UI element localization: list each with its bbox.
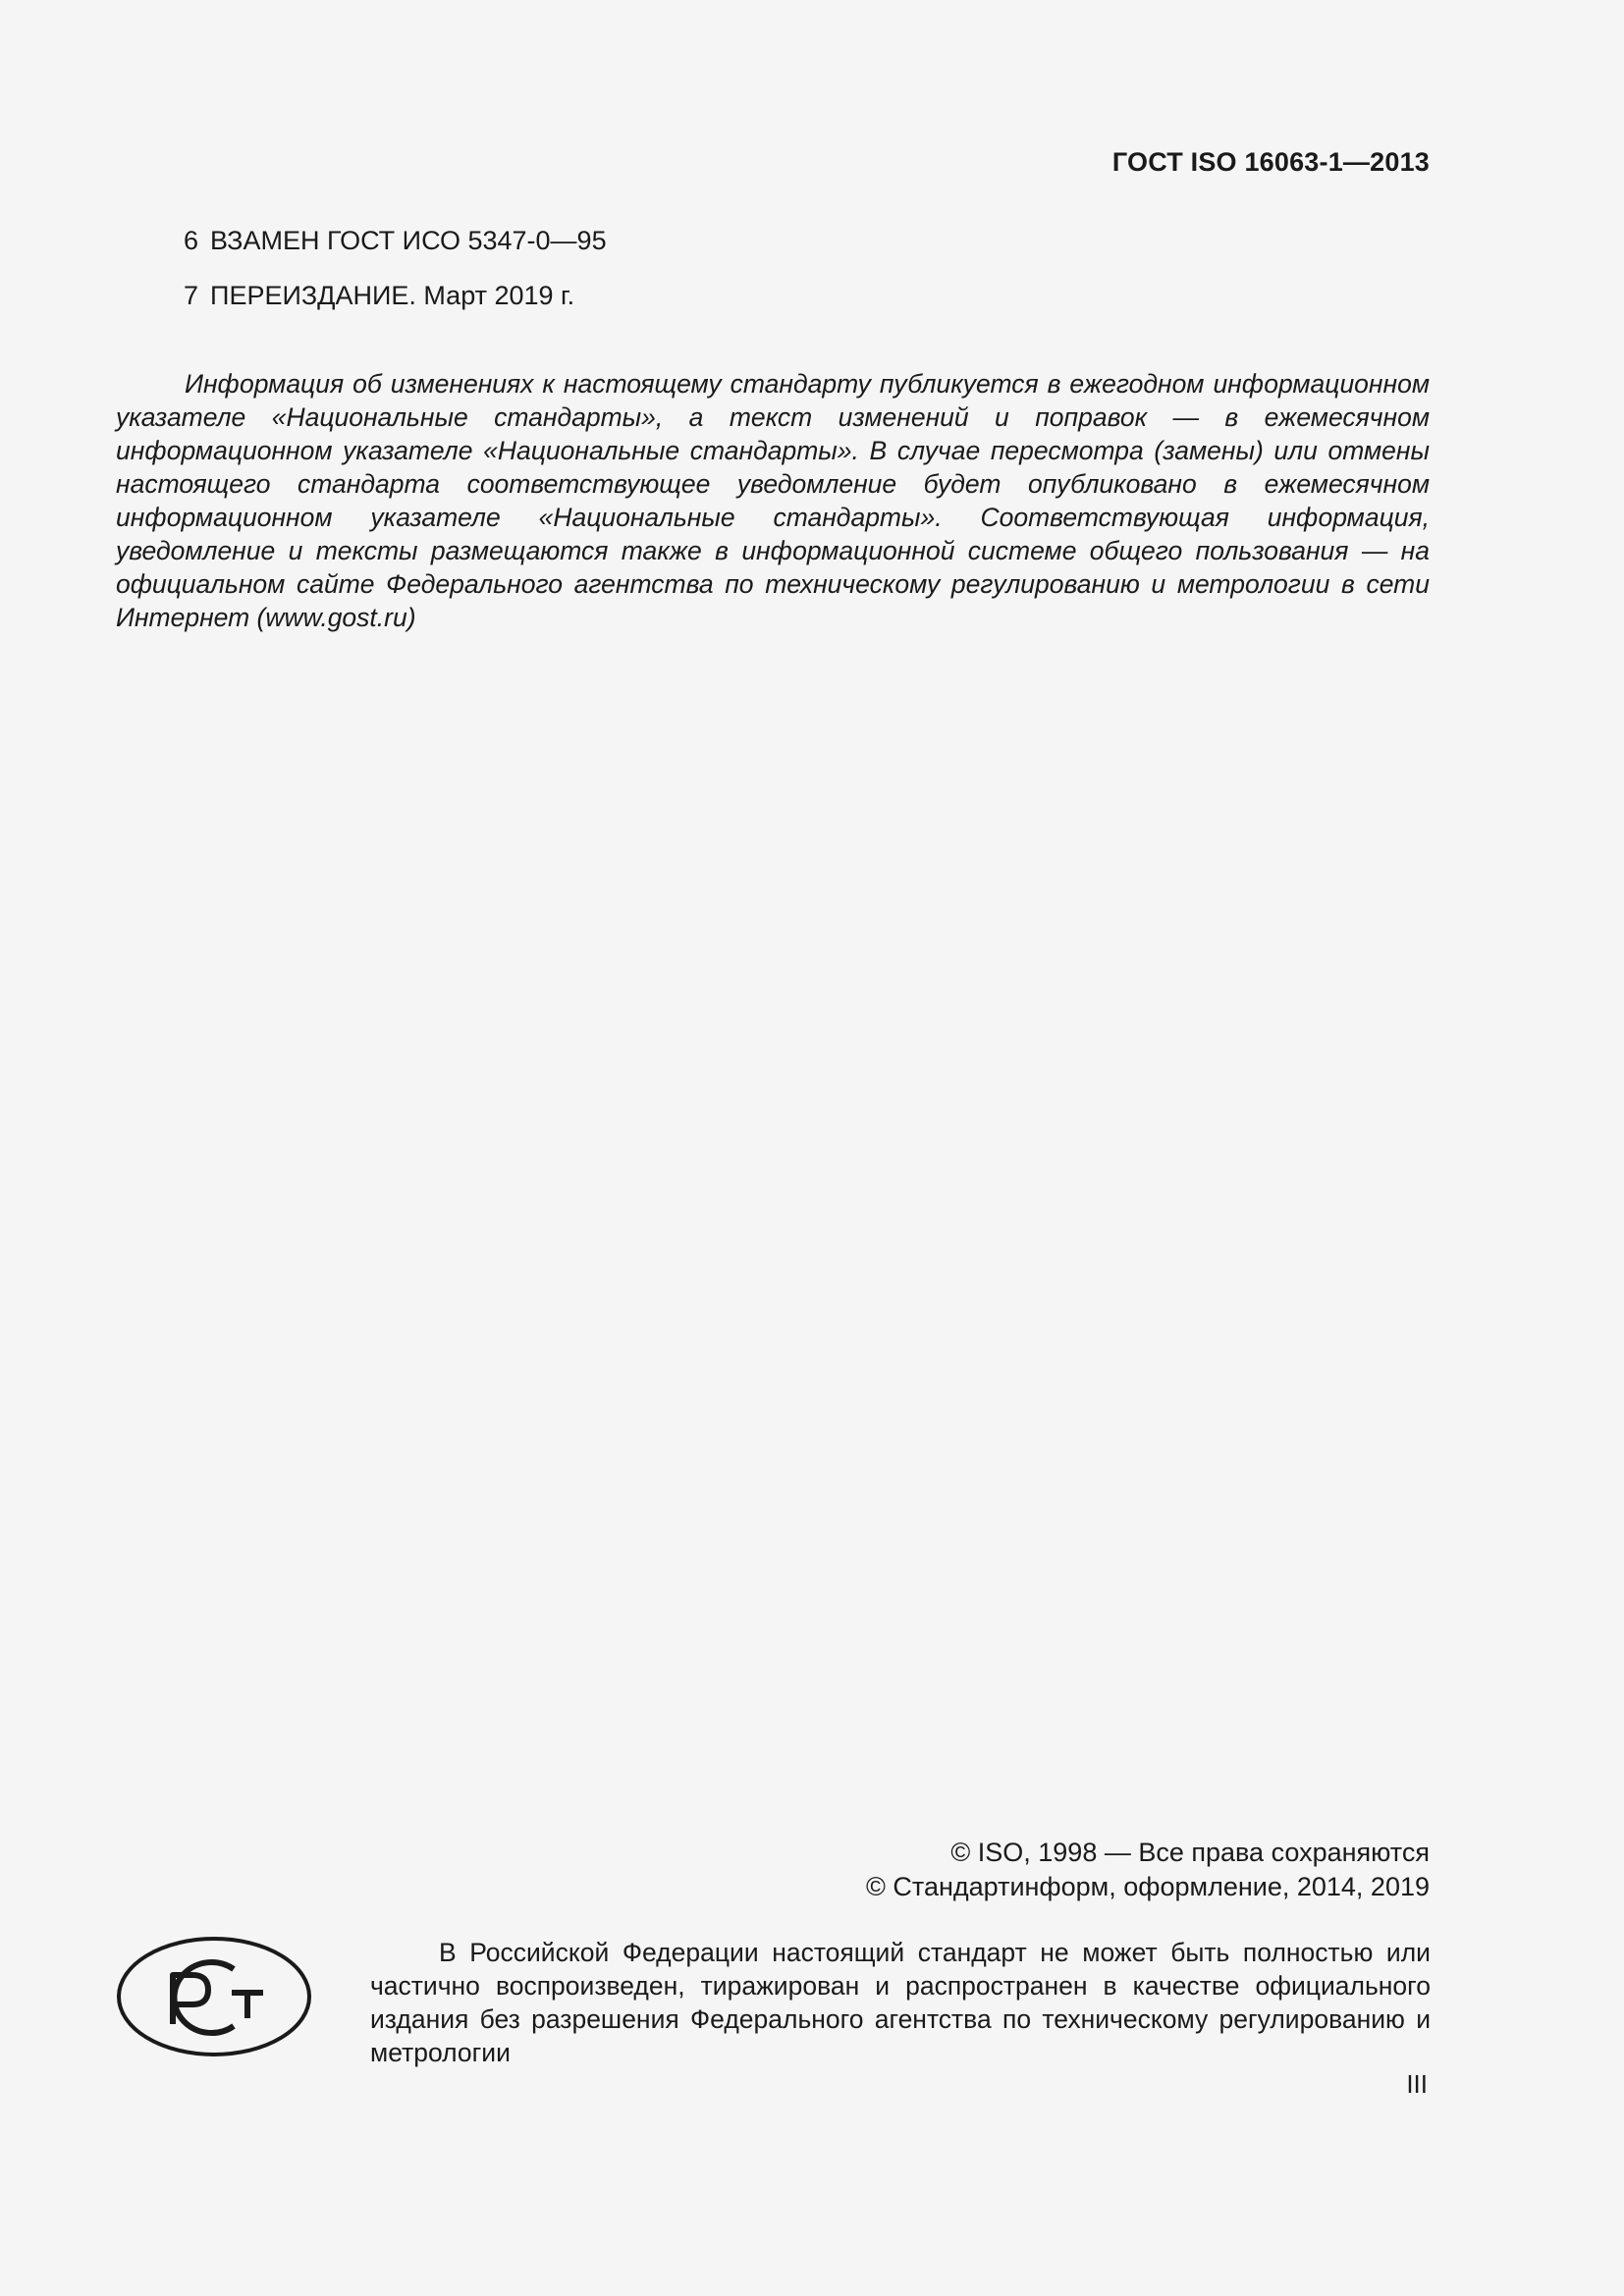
copyright-standartinform: © Стандартинформ, оформление, 2014, 2019 xyxy=(866,1872,1430,1901)
item-reissue xyxy=(184,281,574,311)
copyright-iso: © ISO, 1998 — Все права сохраняются xyxy=(950,1838,1430,1867)
item-replacement xyxy=(184,226,607,256)
standard-code: ГОСТ ISO 16063-1—2013 xyxy=(1111,147,1430,177)
item-number: 7 xyxy=(184,281,199,310)
reproduction-rights-paragraph: В Российской Федерации настоящий стандарт не может быть полностью или частично воспроизведен, тиражирован и распространен в качестве официального издания без разрешения Федерального агентства по техническому регулированию и метрологии xyxy=(370,1938,1431,2067)
item-text: ПЕРЕИЗДАНИЕ. Март 2019 г. xyxy=(210,281,575,310)
amendments-info-paragraph: Информация об изменениях к настоящему стандарту публикуется в ежегодном информационном указателе «Национальные стандарты», а текст изменений и поправок — в ежемесячном информационном указателе «Национальные стандарты». В случае пересмотра (замены) или отмены настоящего стандарта соответствующее уведомление будет опубликовано в ежемесячном информационном указателе «Национальные стандарты». Соответствующая информация, уведомление и тексты размещаются также в информационной системе общего пользования — на официальном сайте Федерального агентства по техническому регулированию и метрологии в сети Интернет (www.gost.ru) xyxy=(116,369,1430,632)
item-number: 6 xyxy=(184,226,199,255)
copyright-block xyxy=(866,1836,1430,1904)
rst-certification-mark-icon xyxy=(116,1936,312,2057)
page-number: III xyxy=(1406,2069,1428,2099)
item-text: ВЗАМЕН ГОСТ ИСО 5347-0—95 xyxy=(210,226,607,255)
